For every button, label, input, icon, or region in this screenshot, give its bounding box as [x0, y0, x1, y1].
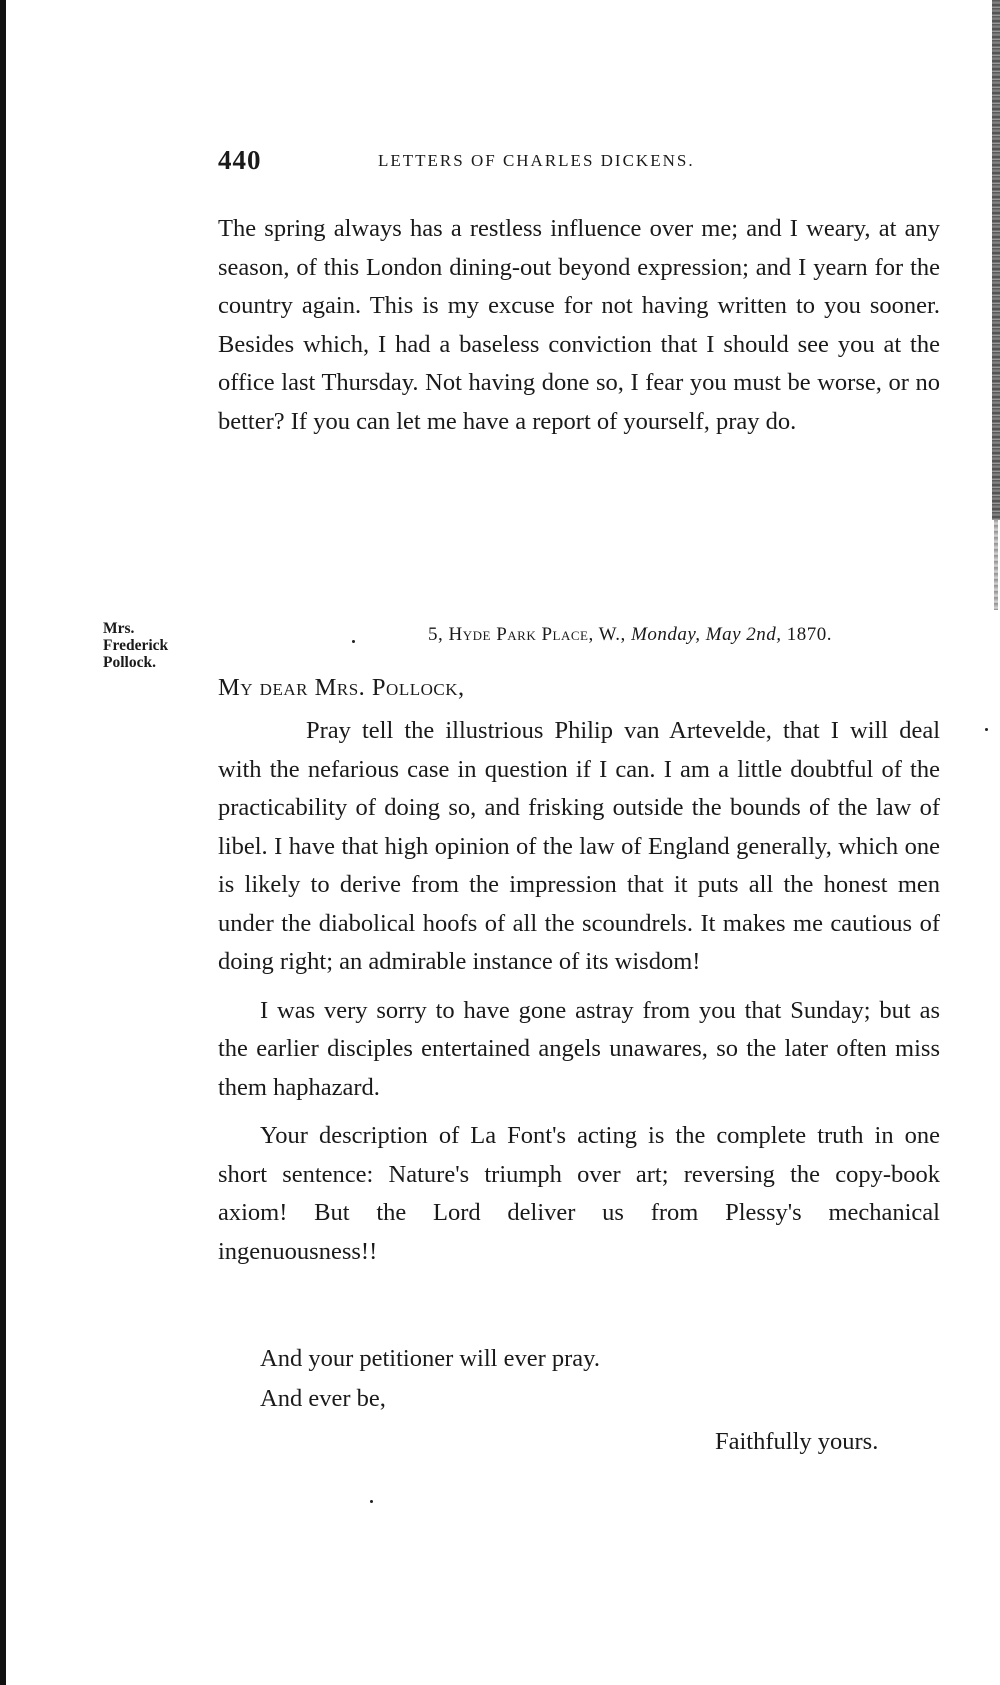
dateline-day: Monday, May 2nd, — [631, 624, 782, 645]
letter-paragraph: Your description of La Font's acting is the complete truth in one short sentence: Nature's triumph over art; reversing the copy-book axiom! But the Lord deliver us from Plessy's mechanical ingenuousness!! — [218, 1122, 940, 1265]
scan-speck — [985, 728, 988, 731]
letter-body — [218, 712, 940, 1281]
closing-line: And ever be, — [260, 1385, 386, 1412]
letter-dateline — [428, 624, 943, 646]
dateline-address: 5, Hyde Park Place, W., — [428, 624, 626, 645]
running-head: LETTERS OF CHARLES DICKENS. — [378, 151, 695, 170]
sidenote-line: Pollock. — [103, 654, 156, 671]
sidenote-line: Frederick — [103, 637, 169, 654]
closing-line: And your petitioner will ever pray. — [260, 1345, 600, 1372]
sidenote-line: Mrs. — [103, 620, 135, 637]
letter-paragraph: Pray tell the illustrious Philip van Artevelde, that I will deal with the nefarious case in question if I can. I am a little doubtful of the practicability of doing so, and frisking outside the bounds of the law of libel. I have that high opinion of the law of England generally, which one is likely to derive from the impression that it puts all the honest men under the diabolical hoofs of all the scoundrels. It makes me cautious of doing right; an admirable instance of its wisdom! — [218, 717, 940, 975]
letter-signoff: Faithfully yours. — [715, 1428, 879, 1455]
letter-salutation: My dear Mrs. Pollock, — [218, 674, 465, 701]
scan-speck — [370, 1500, 373, 1503]
letter-paragraph: I was very sorry to have gone astray from you that Sunday; but as the earlier disciples entertained angels unawares, so the later often miss them haphazard. — [218, 996, 940, 1101]
dateline-year: 1870. — [786, 624, 833, 645]
scan-edge-left — [0, 0, 6, 1685]
scan-edge-right-lower — [994, 520, 998, 610]
continuation-paragraph: The spring always has a restless influence over me; and I weary, at any season, of this London dining-out beyond expression; and I yearn for the country again. This is my excuse for not having written to you sooner. Besides which, I had a baseless conviction that I should see you at the office last Thursday. Not having done so, I fear you must be worse, or no better? If you can let me have a report of yourself, pray do. — [218, 215, 940, 435]
recipient-sidenote — [103, 620, 203, 671]
page-header — [218, 145, 938, 185]
scan-speck — [352, 640, 355, 643]
page-number: 440 — [218, 145, 262, 175]
scan-edge-right — [992, 0, 1000, 520]
